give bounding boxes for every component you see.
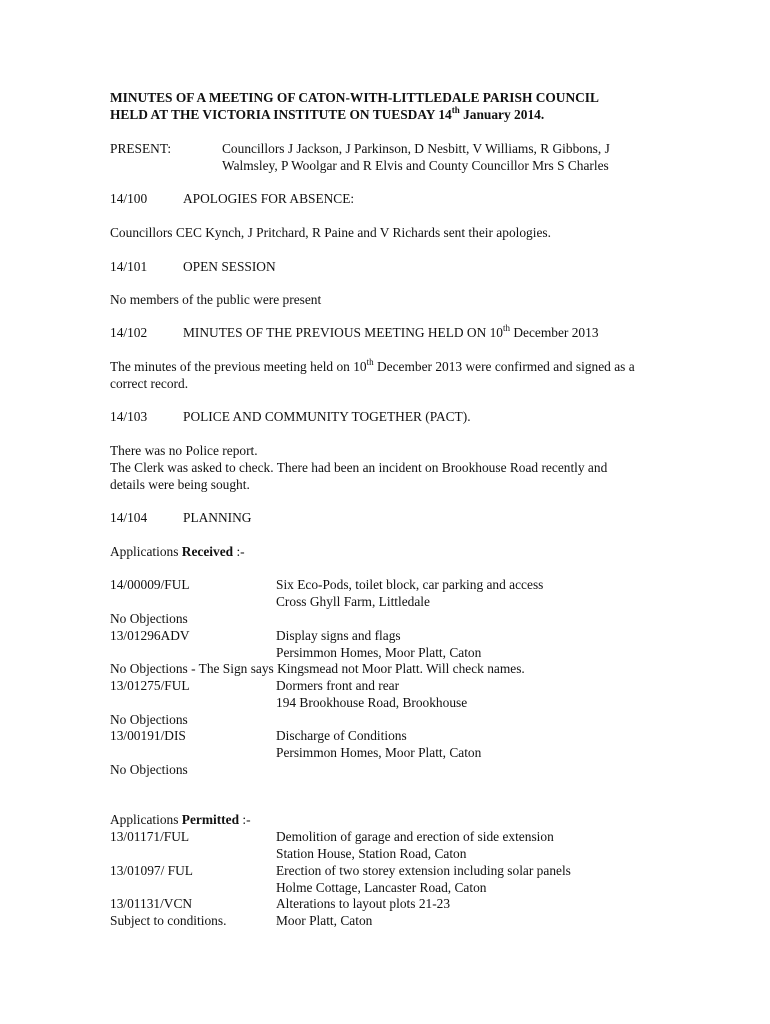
- application-ref: 14/00009/FUL: [110, 577, 190, 592]
- application-ref: 13/01171/FUL: [110, 829, 190, 844]
- application-address: 194 Brookhouse Road, Brookhouse: [276, 695, 468, 710]
- item-number-103: 14/103: [110, 409, 148, 424]
- item-number-102: 14/102: [110, 325, 148, 340]
- application-ref: 13/01275/FUL: [110, 678, 190, 693]
- application-note: Subject to conditions.: [110, 913, 227, 928]
- application-result: No Objections: [110, 712, 188, 727]
- present-line-2: Walmsley, P Woolgar and R Elvis and County Councillor Mrs S Charles: [222, 158, 609, 173]
- application-address: Moor Platt, Caton: [276, 913, 373, 928]
- application-address: Holme Cottage, Lancaster Road, Caton: [276, 880, 487, 895]
- application-ref: 13/00191/DIS: [110, 728, 186, 743]
- item-number-104: 14/104: [110, 510, 148, 525]
- item-number-101: 14/101: [110, 259, 148, 274]
- item-heading-100: APOLOGIES FOR ABSENCE:: [183, 191, 355, 206]
- application-description: Dormers front and rear: [276, 678, 400, 693]
- applications-received-heading: Applications Received :-: [110, 544, 245, 559]
- item-body-103-line-3: details were being sought.: [110, 477, 250, 492]
- application-description: Display signs and flags: [276, 628, 401, 643]
- title-line-1: MINUTES OF A MEETING OF CATON-WITH-LITTLEDALE PARISH COUNCIL: [110, 90, 599, 105]
- item-body-101: No members of the public were present: [110, 292, 322, 307]
- item-heading-103: POLICE AND COMMUNITY TOGETHER (PACT).: [183, 409, 471, 424]
- item-body-102-line-2: correct record.: [110, 376, 189, 391]
- application-address: Cross Ghyll Farm, Littledale: [276, 594, 430, 609]
- application-description: Six Eco-Pods, toilet block, car parking and access: [276, 577, 544, 592]
- application-result: No Objections: [110, 611, 188, 626]
- item-number-100: 14/100: [110, 191, 148, 206]
- item-heading-102: MINUTES OF THE PREVIOUS MEETING HELD ON 10th December 2013: [183, 322, 599, 340]
- item-heading-104: PLANNING: [183, 510, 252, 525]
- title-line-2: HELD AT THE VICTORIA INSTITUTE ON TUESDAY 14th January 2014.: [110, 104, 545, 122]
- application-description: Alterations to layout plots 21-23: [276, 896, 451, 911]
- item-body-100: Councillors CEC Kynch, J Pritchard, R Paine and V Richards sent their apologies.: [110, 225, 551, 240]
- application-ref: 13/01097/ FUL: [110, 863, 193, 878]
- application-address: Persimmon Homes, Moor Platt, Caton: [276, 645, 482, 660]
- application-ref: 13/01131/VCN: [110, 896, 193, 911]
- application-description: Erection of two storey extension including solar panels: [276, 863, 571, 878]
- application-address: Persimmon Homes, Moor Platt, Caton: [276, 745, 482, 760]
- application-ref: 13/01296ADV: [110, 628, 190, 643]
- application-result: No Objections - The Sign says Kingsmead not Moor Platt. Will check names.: [110, 661, 525, 676]
- applications-permitted-heading: Applications Permitted :-: [110, 812, 251, 827]
- application-address: Station House, Station Road, Caton: [276, 846, 467, 861]
- application-result: No Objections: [110, 762, 188, 777]
- item-heading-101: OPEN SESSION: [183, 259, 276, 274]
- item-body-102-line-1: The minutes of the previous meeting held on 10th December 2013 were confirmed and signed as a: [110, 356, 635, 374]
- item-body-103-line-2: The Clerk was asked to check. There had been an incident on Brookhouse Road recently and: [110, 460, 608, 475]
- present-label: PRESENT:: [110, 141, 172, 156]
- application-description: Discharge of Conditions: [276, 728, 407, 743]
- application-description: Demolition of garage and erection of side extension: [276, 829, 554, 844]
- item-body-103-line-1: There was no Police report.: [110, 443, 258, 458]
- present-line-1: Councillors J Jackson, J Parkinson, D Nesbitt, V Williams, R Gibbons, J: [222, 141, 610, 156]
